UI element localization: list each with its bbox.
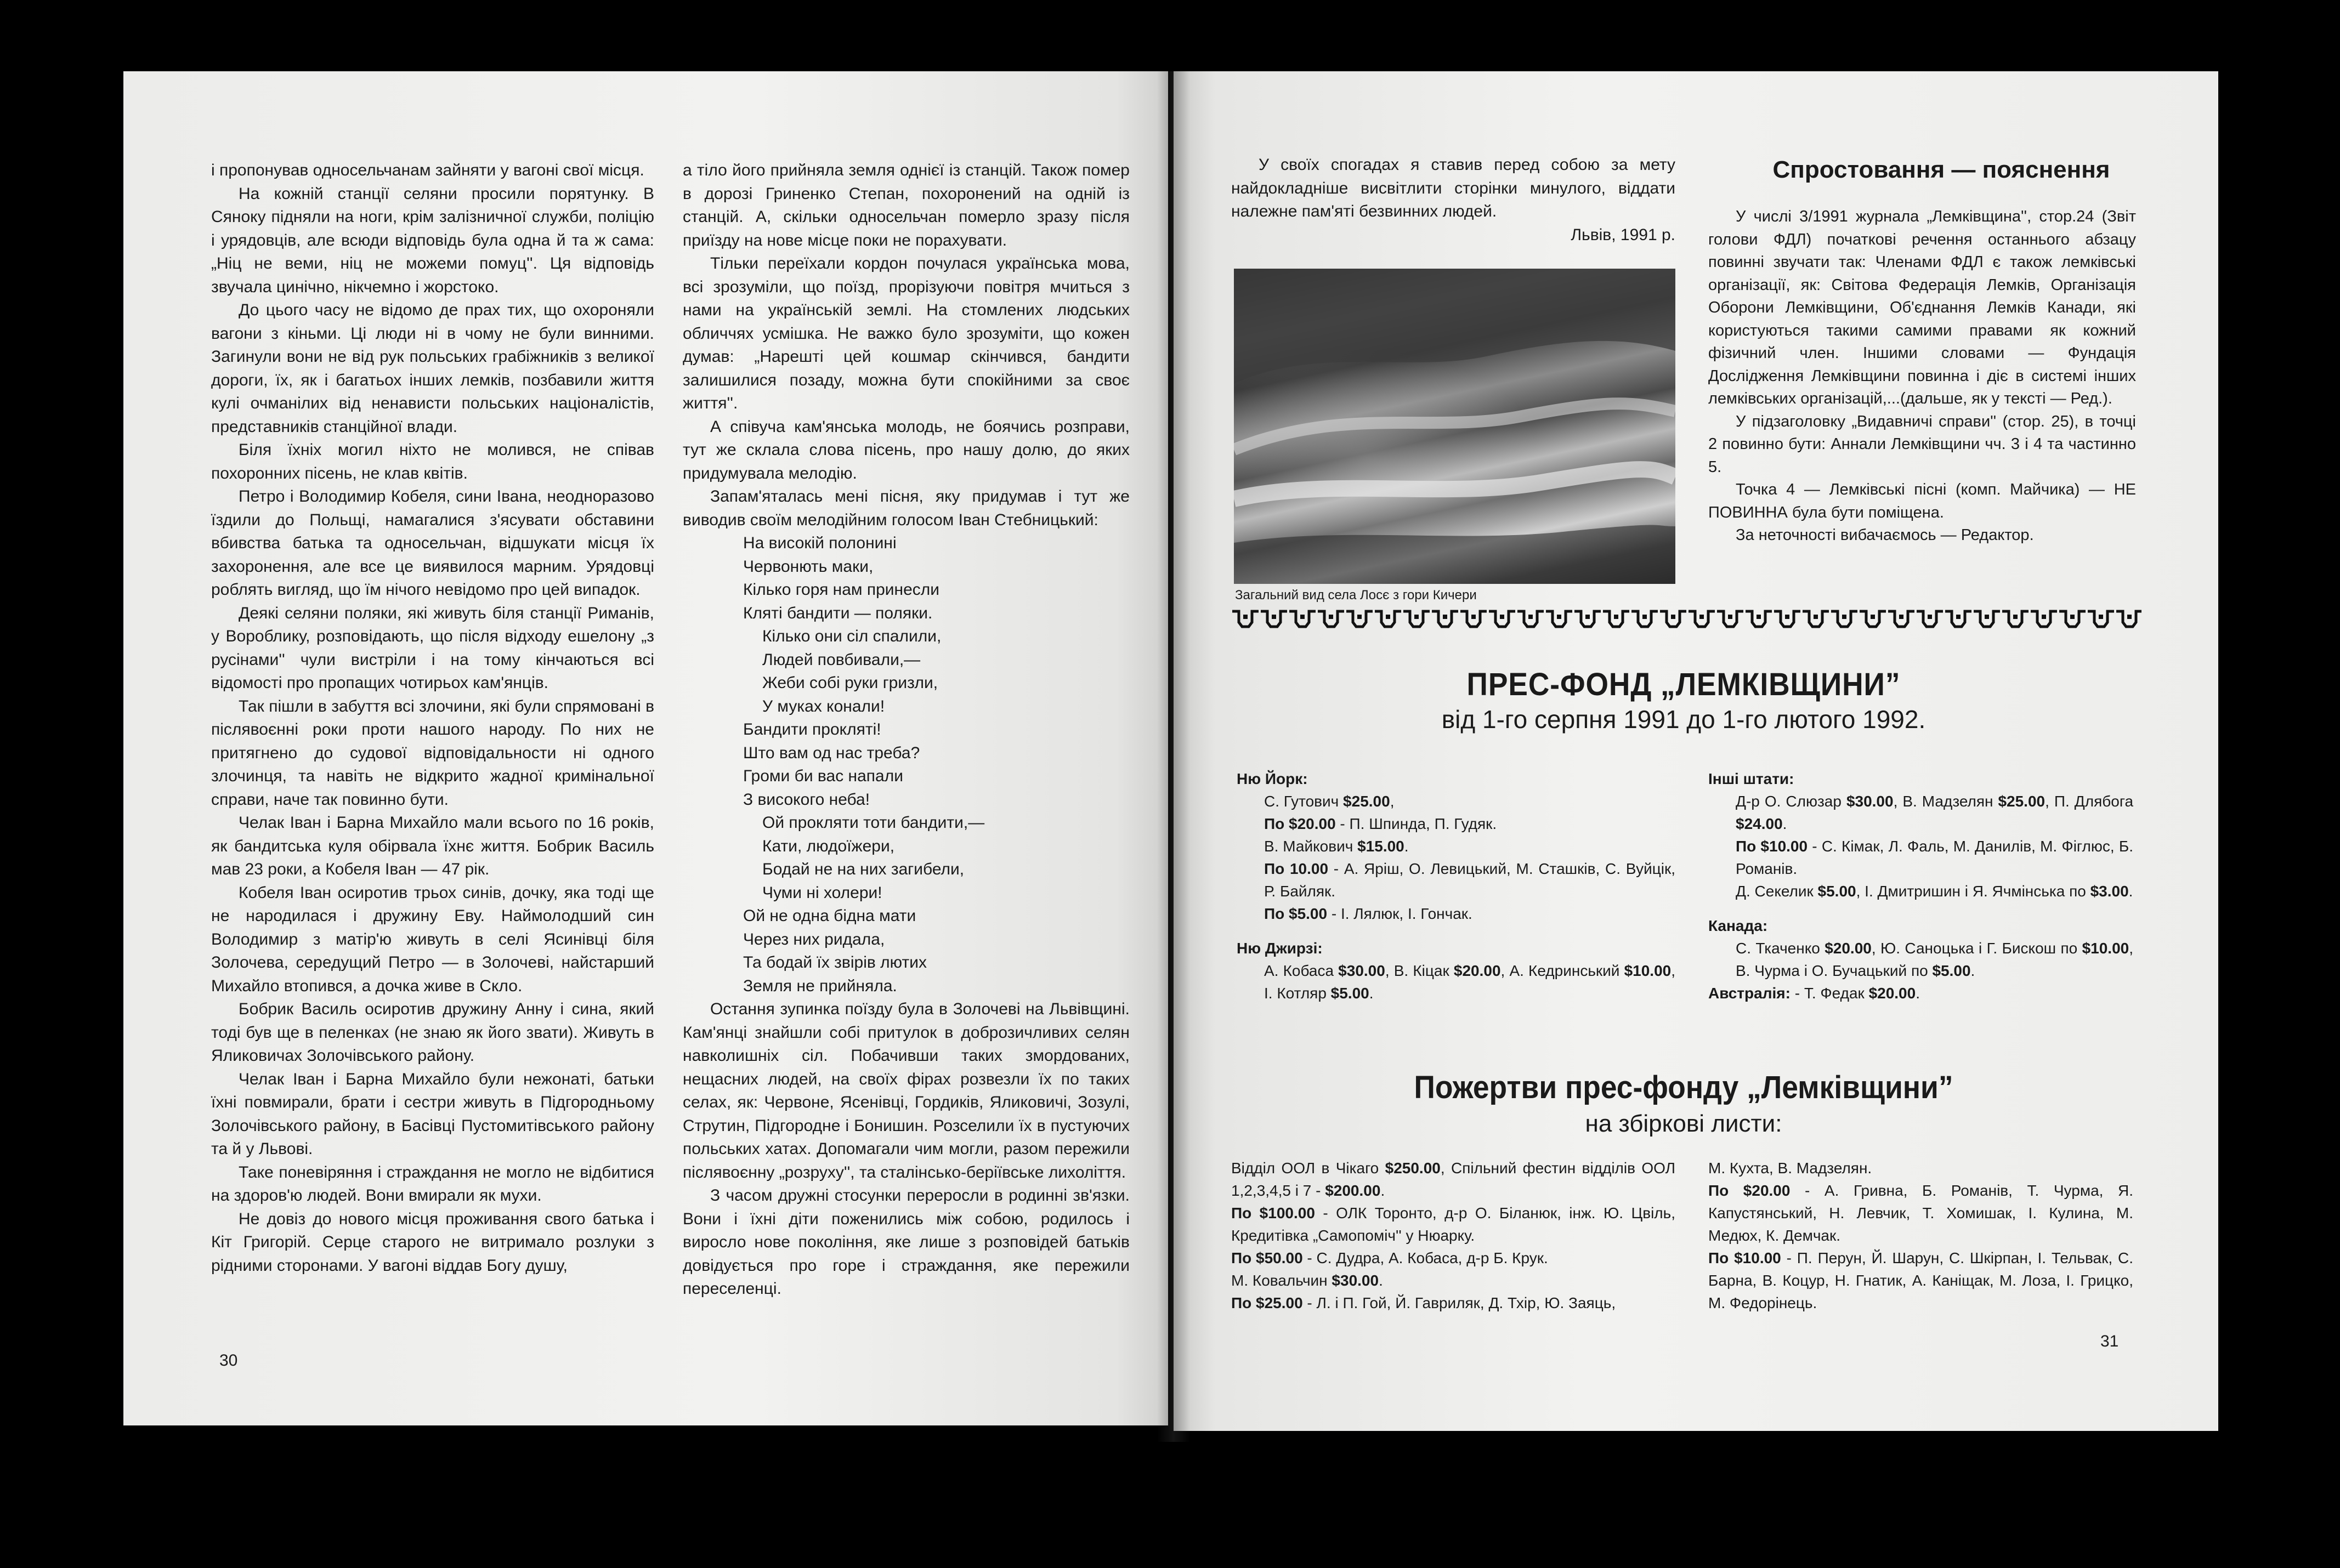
paragraph: Кобеля Іван осиротив трьох синів, дочку, яка тоді ще не народилася і дружину Еву. Наймолодший син Володимир з матір'ю живуть в селі Ясинівці біля Золочева, середущий Петро — в Золочеві, найстарший Михайло втопився, а дочка живе в Скло.	[211, 883, 654, 995]
donation-line: М. Ковальчин $30.00.	[1231, 1272, 1383, 1289]
paragraph: Так пішли в забуття всі злочини, які були спрямовані в післявоєнні роки проти нашого народу. По них не притягнено до судової відповідальности ні одного злочинця, та навіть не відкрито жадної кримінальної справи, наче так повинно бути.	[211, 697, 654, 809]
paragraph: За неточності вибачаємось — Редактор.	[1736, 526, 2034, 544]
book-gutter	[1157, 71, 1190, 1442]
page-number-left: 30	[219, 1351, 238, 1370]
donor-region-heading: Інші штати:	[1708, 770, 1794, 787]
donations-left-list	[1231, 1157, 1675, 1314]
press-fund-left-list	[1237, 768, 1675, 1004]
donor-line: А. Кобаса $30.00, В. Кіцак $20.00, А. Кедринський $10.00, І. Котляр $5.00.	[1264, 962, 1675, 1002]
paragraph: Таке поневіряння і страждання не могло не відбитися на здоров'ю людей. Вони вмирали як мухи.	[211, 1163, 654, 1205]
paragraph: Не довіз до нового місця проживання свого батька і Кіт Григорій. Серце старого не витримало розлуки з рідними сторонами. У вагоні віддав Богу душу,	[211, 1209, 654, 1275]
paragraph: А співуча кам'янська молодь, не боячись розправи, тут же склала слова пісень, про нашу долю, до яких придумувала мелодію.	[683, 417, 1130, 482]
paragraph: У числі 3/1991 журнала „Лемківщина'', стор.24 (Звіт голови ФДЛ) початкові речення останнього абзацу повинні звучати так: Членами ФДЛ є також лемківські організації, як: Світова Федерація Лемків, Організація Оборони Лемківщини, Об'єднання Лемків Канади, які користуються такими самими правами як кожний фізичний член. Іншими словами — Фундація Дослідження Лемківщини повинна і діє в системі інших лемківських організацій,...(дальше, як у тексті — Ред.).	[1708, 208, 2136, 407]
donations-subtitle: на збіркові листи:	[1585, 1110, 1782, 1137]
paragraph: Тільки переїхали кордон почулася українська мова, всі зрозуміли, що поїзд, прорізуючи повітря мчиться з нами на українській землі. На стомлених людських обличчях усмішка. Не важко було зрозуміти, що кожен думав: „Нарешті цей кошмар скінчився, бандити залишилися позаду, можна бути спокійними за своє життя''.	[683, 254, 1130, 412]
poem-line: Та бодай їх звірів лютих	[743, 953, 927, 972]
poem-line: На високій полонині	[743, 534, 897, 552]
poem-line: У муках конали!	[762, 697, 885, 715]
ornament-divider	[1231, 606, 2141, 633]
donor-line: Д-р О. Слюзар $30.00, В. Мадзелян $25.00, П. Длябога $24.00.	[1736, 793, 2134, 832]
poem-line: Бодай не на них загибели,	[762, 860, 965, 878]
poem-line: Што вам од нас треба?	[743, 743, 920, 762]
paragraph: Челак Іван і Барна Михайло мали всього по 16 років, як бандитська куля обірвала їхнє життя. Бобрик Василь мав 23 роки, а Кобеля Іван — 47 рік.	[211, 814, 654, 878]
photo-caption: Загальний вид села Лосє з гори Кичери	[1235, 588, 1477, 603]
paragraph: Запам'яталась мені пісня, яку придумав і тут же виводив своїм мелодійним голосом Іван Стебницький:	[683, 487, 1130, 529]
paragraph: На кожній станції селяни просили порятунку. В Сяноку підняли на ноги, крім залізничної служби, поліцію і урядовців, але всюди відповідь була одна й та ж сама: „Ніц не веми, ніц не можеми помуц''. Ця відповідь звучала цинічно, нікчемно і жорстоко.	[211, 184, 654, 296]
poem-line: Жеби собі руки гризли,	[762, 674, 938, 692]
poem-line: З високого неба!	[743, 790, 870, 809]
donor-region-heading: Ню Джирзі:	[1237, 940, 1323, 957]
paragraph: Челак Іван і Барна Михайло були нежонаті, батьки їхні повмирали, брати і сестри живуть в Підгородньому Золочівського району, в Басівці Пустомитівського району та й у Львові.	[211, 1070, 654, 1158]
correction-text	[1708, 206, 2136, 547]
paragraph: До цього часу не відомо де прах тих, що охороняли вагони з кіньми. Ці люди ні в чому не були винними. Загинули вони не від рук польських грабіжників з великої дороги, їх, як і багатьох інших лемків, позбавили життя кулі очманілих від ненависти польських націоналістів, представників станційної влади.	[211, 301, 654, 436]
poem-line: Кілько горя нам принесли	[743, 581, 940, 599]
poem-line: Червонють маки,	[743, 557, 874, 576]
paragraph: Бобрик Василь осиротив дружину Анну і сина, який тоді був ще в пеленках (не знаю як його звати). Живуть в Яликовичах Золочівського району.	[211, 1000, 654, 1065]
paragraph: Біля їхніх могил ніхто не молився, не співав похоронних пісень, не клав квітів.	[211, 441, 654, 482]
donor-line: В. Майкович $15.00.	[1264, 838, 1409, 855]
paragraph: Точка 4 — Лемківські пісні (комп. Майчика) — НЕ ПОВИННА була бути поміщена.	[1708, 481, 2136, 521]
poem-line: Громи би вас напали	[743, 767, 903, 785]
donor-line: С. Ткаченко $20.00, Ю. Саноцька і Г. Бискош по $10.00, В. Чурма і О. Бучацький по $5.00.	[1736, 940, 2133, 979]
paragraph: Деякі селяни поляки, які живуть біля станції Риманів, у Вороблику, розповідають, що після відходу ешелону „з русінами'' чули вистріли і на тому кінчаються всі відомості про пропащих чотирьох кам'янців.	[211, 604, 654, 692]
correction-heading: Спростовання — пояснення	[1772, 156, 2110, 183]
memoir-closing-text	[1231, 154, 1675, 247]
poem-line: Земля не прийняла.	[743, 976, 897, 995]
donations-title: Пожертви прес-фонду „Лемківщини”	[1414, 1070, 1953, 1105]
poem-line: Кляті бандити — поляки.	[743, 604, 933, 622]
donor-region-heading: Канада:	[1708, 917, 1768, 934]
poem-line: Ой прокляти тоти бандити,—	[762, 814, 985, 832]
donor-line: По $5.00 - І. Лялюк, І. Гончак.	[1264, 905, 1472, 922]
donor-line: По $10.00 - С. Кімак, Л. Фаль, М. Данилів, М. Фіглюс, Б. Романів.	[1736, 838, 2133, 877]
donation-line: По $20.00 - А. Гривна, Б. Романів, Т. Чурма, Я. Капустянський, Н. Левчик, Т. Хомишак, І. Кулина, М. Медюх, К. Демчак.	[1708, 1182, 2133, 1244]
donor-line: Д. Секелик $5.00, І. Дмитришин і Я. Ячмінська по $3.00.	[1736, 883, 2133, 900]
donations-right-list	[1708, 1157, 2133, 1314]
paragraph: У своїх спогадах я ставив перед собою за мету найдокладніше висвітлити сторінки минулого, віддати належне пам'яті безвинних людей.	[1231, 156, 1675, 220]
donation-line: М. Кухта, В. Мадзелян.	[1708, 1160, 1872, 1177]
signature: Львів, 1991 р.	[1571, 225, 1675, 244]
poem-line: Ой не одна бідна мати	[743, 907, 916, 925]
press-fund-right-list	[1708, 768, 2133, 1004]
paragraph: З часом дружні стосунки переросли в родинні зв'язки. Вони і їхні діти поженились між собою, родилось і виросло нове покоління, яке лише з розповідей батьків довідується про горе і страждання, яке пережили переселенці.	[683, 1186, 1130, 1298]
donation-line: По $25.00 - Л. і П. Гой, Й. Гавриляк, Д. Тхір, Ю. Заяць,	[1231, 1294, 1616, 1311]
press-fund-title: ПРЕС-ФОНД „ЛЕМКІВЩИНИ”	[1466, 667, 1901, 702]
donor-line: По $20.00 - П. Шпинда, П. Гудяк.	[1264, 815, 1497, 832]
poem-line: Чуми ні холери!	[762, 883, 882, 902]
paragraph: і пропонував односельчанам зайняти у вагоні свої місця.	[211, 161, 644, 179]
page-number-right: 31	[2100, 1332, 2119, 1350]
village-photo	[1234, 269, 1675, 584]
poem-line: Бандити прокляті!	[743, 720, 881, 738]
poem-line: Кілько они сіл спалили,	[762, 627, 942, 645]
paragraph: Петро і Володимир Кобеля, сини Івана, неодноразово їздили до Польщі, намагалися з'ясувати обставини вбивства батька та односельчан, відшукати місця їх захоронення, але все це виявилося марним. Урядовці роблять вигляд, що їм нічого невідомо про цей випадок.	[211, 487, 654, 599]
donor-region-heading: Ню Йорк:	[1237, 770, 1308, 787]
poem-line: Людей повбивали,—	[762, 650, 921, 669]
donor-line: С. Гутович $25.00,	[1264, 793, 1395, 810]
paragraph: У підзаголовку „Видавничі справи'' (стор. 25), в точці 2 повинно бути: Аннали Лемківщини чч. 3 і 4 та частинно 5.	[1708, 412, 2136, 476]
paragraph: а тіло його прийняла земля однієї із станцій. Також помер в дорозі Гриненко Степан, похоронений на одній із станцій. А, скільки односельчан померло зразу після приїзду на нове місце поки не порахувати.	[683, 161, 1130, 249]
donation-line: По $100.00 - ОЛК Торонто, д-р О. Біланюк, інж. Ю. Цвіль, Кредитівка „Самопоміч'' у Нюарку.	[1231, 1205, 1675, 1244]
donation-line: Відділ ООЛ в Чікаго $250.00, Спільний фестин відділів ООЛ 1,2,3,4,5 і 7 - $200.00.	[1231, 1160, 1675, 1199]
donation-line: По $10.00 - П. Перун, Й. Шарун, С. Шкірпан, І. Тельвак, С. Барна, В. Коцур, Н. Гнатик, А. Каніщак, М. Лоза, І. Грицко, М. Федорінець.	[1708, 1249, 2134, 1311]
poem-line: Кати, людоїжери,	[762, 837, 895, 855]
donor-line: Австралія: - Т. Федак $20.00.	[1708, 985, 1920, 1002]
press-fund-subtitle: від 1-го серпня 1991 до 1-го лютого 1992.	[1441, 705, 1926, 734]
left-page-column-2	[683, 159, 1130, 1301]
poem-line: Через них ридала,	[743, 930, 885, 948]
donation-line: По $50.00 - С. Дудра, А. Кобаса, д-р Б. Крук.	[1231, 1249, 1548, 1266]
left-page-column-1	[211, 159, 654, 1277]
paragraph: Остання зупинка поїзду була в Золочеві на Львівщині. Кам'янці знайшли собі притулок в доброзичливих селян навколишніх сіл. Побачивши таких змордованих, нещасних людей, на своїх фірах розвезли їх по таких селах, як: Червоне, Ясенівці, Гордиків, Яликовичі, Зозулі, Струтин, Підгородне і Бонишин. Розселили їх в пустуючих польських хатах. Допомагали чим могли, разом пережили післявоєнну „розруху'', та сталінсько-беріївське лихоліття.	[683, 1000, 1130, 1181]
donor-line: По 10.00 - А. Яріш, О. Левицький, М. Сташків, С. Вуйцік, Р. Байляк.	[1264, 860, 1675, 900]
